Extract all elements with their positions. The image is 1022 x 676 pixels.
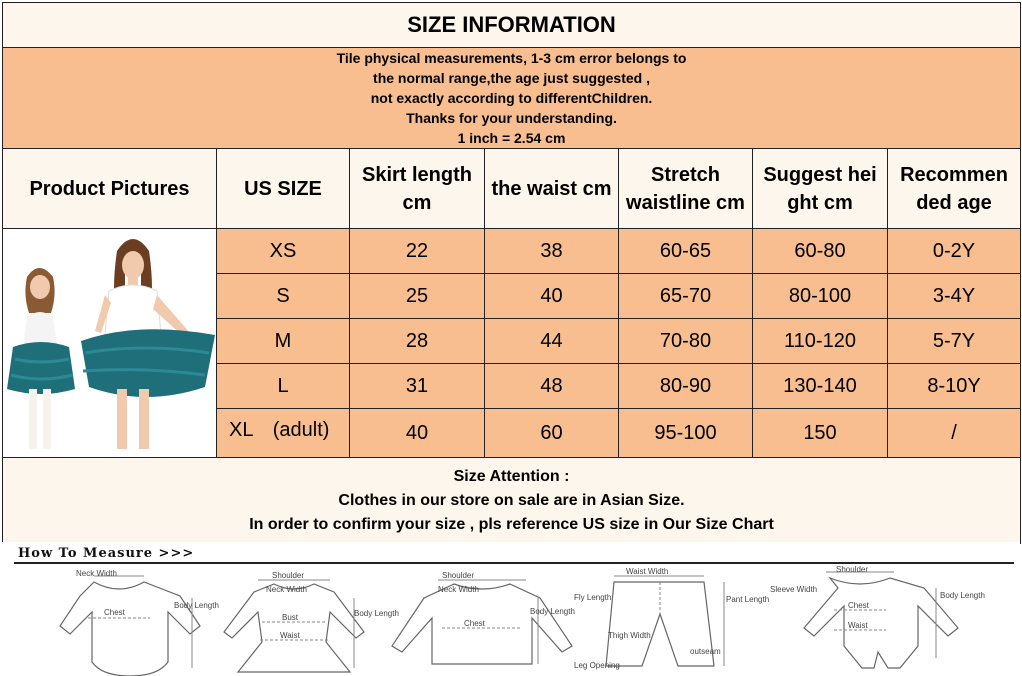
dress-shoulder-label: Shoulder <box>272 571 305 580</box>
dress-waist-label: Waist <box>280 631 300 640</box>
page-title: SIZE INFORMATION <box>3 3 1021 48</box>
bodysuit-neck-label: Neck Width <box>76 569 117 578</box>
header-line: ded age <box>916 191 992 214</box>
note-line: not exactly according to differentChildren. <box>370 90 653 106</box>
cell-size: XL (adult) <box>217 409 350 458</box>
cell-age: 3-4Y <box>888 274 1021 319</box>
pants-fly-label: Fly Length <box>574 593 612 602</box>
table-row <box>3 229 1021 274</box>
pants-waist-label: Waist Width <box>626 567 669 576</box>
product-photo-image <box>5 229 215 451</box>
product-photo <box>3 229 217 458</box>
bodysuit-diagram <box>24 568 219 672</box>
cell-waist: 44 <box>485 319 619 364</box>
cell-skirt-length: 22 <box>350 229 485 274</box>
header-stretch-waistline <box>619 149 753 229</box>
measurement-notes <box>3 48 1021 149</box>
cell-age: 0-2Y <box>888 229 1021 274</box>
attention-line: Clothes in our store on sale are in Asian Size. <box>338 491 685 509</box>
header-waist: the waist cm <box>485 149 619 229</box>
header-line: cm <box>402 191 432 214</box>
attention-line: In order to confirm your size , pls reference US size in Our Size Chart <box>249 515 774 533</box>
note-line: 1 inch = 2.54 cm <box>457 130 566 146</box>
header-line: ght cm <box>787 191 853 214</box>
size-attention <box>3 458 1021 544</box>
cell-size: XS <box>217 229 350 274</box>
dress-body-label: Body Length <box>354 609 399 618</box>
cell-age: / <box>888 409 1021 458</box>
size-table <box>2 2 1021 544</box>
pants-outseam-label: outseam <box>690 647 721 656</box>
cell-stretch: 65-70 <box>619 274 753 319</box>
cell-waist: 48 <box>485 364 619 409</box>
header-suggest-height <box>753 149 888 229</box>
cell-stretch: 60-65 <box>619 229 753 274</box>
cell-size: L <box>217 364 350 409</box>
note-line: Thanks for your understanding. <box>406 110 617 126</box>
size-chart <box>2 2 1020 544</box>
pants-diagram <box>574 567 770 672</box>
how-to-measure-section <box>2 542 1020 674</box>
cell-stretch: 80-90 <box>619 364 753 409</box>
romper-diagram <box>760 565 1016 672</box>
header-recommended-age <box>888 149 1021 229</box>
shirt-chest-label: Chest <box>464 619 485 628</box>
cell-stretch: 70-80 <box>619 319 753 364</box>
cell-height: 60-80 <box>753 229 888 274</box>
header-line: Recommen <box>900 163 1008 186</box>
cell-waist: 60 <box>485 409 619 458</box>
cell-waist: 38 <box>485 229 619 274</box>
cell-height: 130-140 <box>753 364 888 409</box>
cell-stretch: 95-100 <box>619 409 753 458</box>
header-line: Skirt length <box>361 163 472 186</box>
header-us-size: US SIZE <box>217 149 350 229</box>
pants-thigh-label: Thigh Width <box>608 631 651 640</box>
cell-waist: 40 <box>485 274 619 319</box>
pants-leg-label: Leg Opening <box>574 661 620 670</box>
cell-height: 110-120 <box>753 319 888 364</box>
bodysuit-body-label: Body Length <box>174 601 219 610</box>
cell-size: M <box>217 319 350 364</box>
romper-sleeve-label: Sleeve Width <box>770 585 818 594</box>
divider <box>14 562 1014 564</box>
shirt-body-label: Body Length <box>530 607 575 616</box>
romper-shoulder-label: Shoulder <box>836 565 869 574</box>
shirt-neck-label: Neck Width <box>438 585 479 594</box>
cell-age: 5-7Y <box>888 319 1021 364</box>
header-line: waistline cm <box>626 191 745 214</box>
cell-height: 150 <box>753 409 888 458</box>
header-line: Suggest hei <box>763 163 877 186</box>
romper-body-label: Body Length <box>940 591 985 600</box>
cell-size: S <box>217 274 350 319</box>
header-product-pictures: Product Pictures <box>3 149 217 229</box>
shirt-diagram <box>402 568 582 672</box>
dress-neck-label: Neck Width <box>266 585 307 594</box>
dress-bust-label: Bust <box>282 613 299 622</box>
cell-skirt-length: 40 <box>350 409 485 458</box>
note-line: the normal range,the age just suggested , <box>373 70 650 86</box>
cell-skirt-length: 28 <box>350 319 485 364</box>
cell-skirt-length: 25 <box>350 274 485 319</box>
bodysuit-chest-label: Chest <box>104 608 125 617</box>
romper-chest-label: Chest <box>848 601 869 610</box>
dress-diagram <box>214 568 399 672</box>
cell-height: 80-100 <box>753 274 888 319</box>
attention-line: Size Attention : <box>453 467 570 485</box>
header-skirt-length <box>350 149 485 229</box>
romper-waist-label: Waist <box>848 621 868 630</box>
header-line: Stretch <box>651 163 720 186</box>
pants-pant-label: Pant Length <box>726 595 770 604</box>
note-line: Tile physical measurements, 1-3 cm error belongs to <box>336 50 687 66</box>
how-to-measure-title: How To Measure >>> <box>18 546 195 561</box>
shirt-shoulder-label: Shoulder <box>442 571 475 580</box>
cell-skirt-length: 31 <box>350 364 485 409</box>
cell-age: 8-10Y <box>888 364 1021 409</box>
